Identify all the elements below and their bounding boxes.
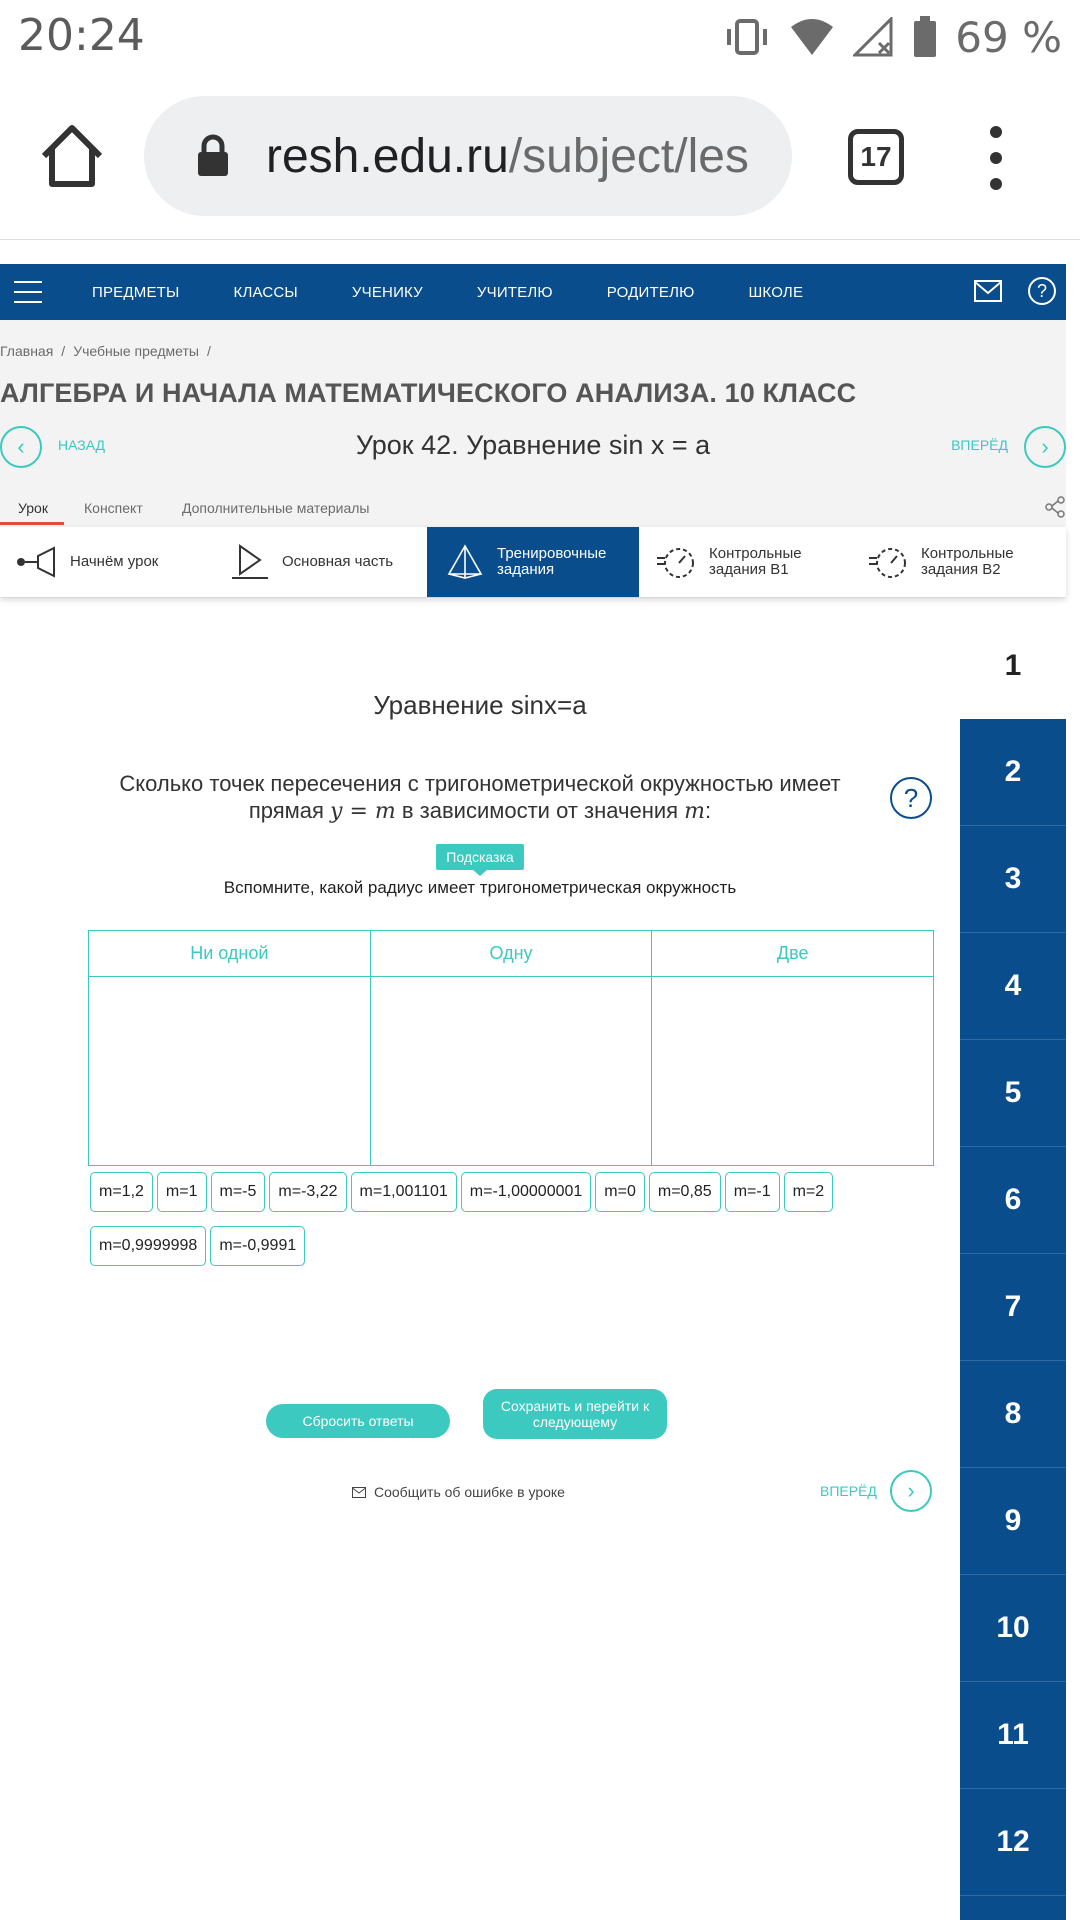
- pyramid-icon: [443, 544, 487, 580]
- status-time: 20:24: [18, 10, 145, 61]
- tab-extra-materials[interactable]: Дополнительные материалы: [182, 500, 370, 516]
- battery-percent: 69 %: [955, 12, 1062, 62]
- nav-item-teacher[interactable]: УЧИТЕЛЮ: [476, 283, 553, 301]
- bottom-forward-link[interactable]: ВПЕРЁД: [820, 1483, 877, 1499]
- pager-item[interactable]: 3: [960, 826, 1066, 933]
- pager-item[interactable]: 10: [960, 1575, 1066, 1682]
- save-next-button[interactable]: Сохранить и перейти к следующему: [483, 1389, 667, 1439]
- hamburger-menu-icon[interactable]: [14, 281, 42, 303]
- task-question: [90, 770, 870, 825]
- browser-toolbar: [0, 74, 1080, 240]
- help-icon[interactable]: ?: [1028, 277, 1056, 305]
- breadcrumb-separator: /: [61, 343, 66, 359]
- play-icon: [228, 544, 272, 580]
- answer-column-two[interactable]: [652, 931, 933, 1165]
- pager-item-current[interactable]: 1: [960, 612, 1066, 719]
- breadcrumb-home[interactable]: Главная: [0, 343, 54, 359]
- hint-badge[interactable]: Подсказка: [436, 844, 524, 870]
- back-link[interactable]: НАЗАД: [58, 437, 106, 453]
- breadcrumb-separator: /: [206, 343, 211, 359]
- active-tab-underline: [0, 522, 64, 525]
- lesson-title: Урок 42. Уравнение sin x = a: [355, 430, 711, 460]
- address-bar[interactable]: [144, 96, 792, 216]
- browser-menu-icon[interactable]: [984, 126, 1008, 190]
- timer-icon: [655, 544, 699, 580]
- wifi-icon: [789, 17, 835, 57]
- question-text: в зависимости от значения: [395, 798, 685, 823]
- step-start-lesson[interactable]: [0, 527, 212, 597]
- lesson-steps: [0, 527, 1066, 597]
- status-icons: [723, 12, 1062, 62]
- report-error-link[interactable]: [352, 1484, 565, 1500]
- status-bar: [0, 0, 1080, 74]
- step-label: Контрольные задания В2: [921, 545, 1014, 578]
- home-icon[interactable]: [38, 124, 106, 188]
- step-label: Тренировочные задания: [497, 545, 607, 578]
- answer-chips: [90, 1172, 940, 1280]
- column-header: Две: [652, 931, 933, 977]
- reset-answers-button[interactable]: Сбросить ответы: [266, 1404, 450, 1438]
- tab-lesson[interactable]: Урок: [18, 500, 48, 516]
- share-icon[interactable]: [1044, 496, 1066, 518]
- lesson-nav-row: [0, 424, 1066, 470]
- forward-link[interactable]: ВПЕРЁД: [951, 437, 1008, 453]
- pager-item[interactable]: 8: [960, 1361, 1066, 1468]
- column-header: Одну: [371, 931, 652, 977]
- step-control-b2[interactable]: [851, 527, 1066, 597]
- nav-item-student[interactable]: УЧЕНИКУ: [351, 283, 423, 301]
- nav-items: [92, 264, 857, 320]
- question-text: Сколько точек пересечения с тригонометрической окружностью имеет прямая: [119, 771, 841, 823]
- tab-summary[interactable]: Конспект: [84, 500, 143, 516]
- math-expression: y = m: [330, 799, 396, 824]
- envelope-icon: [352, 1487, 366, 1498]
- tab-switcher-button[interactable]: 17: [848, 129, 904, 185]
- answer-chip[interactable]: m=1,2: [90, 1172, 153, 1212]
- breadcrumb: [0, 343, 211, 359]
- question-help-icon[interactable]: ?: [890, 777, 932, 819]
- report-error-label: Сообщить об ошибке в уроке: [374, 1484, 565, 1500]
- vibrate-icon: [723, 17, 771, 57]
- url-path: /subject/les: [508, 129, 749, 183]
- answer-chip[interactable]: m=0,9999998: [90, 1226, 206, 1266]
- answer-chip[interactable]: m=0,85: [649, 1172, 721, 1212]
- hint-text: Вспомните, какой радиус имеет тригонометрическая окружность: [223, 878, 737, 897]
- breadcrumb-subjects[interactable]: Учебные предметы: [73, 343, 199, 359]
- answer-chip[interactable]: m=-3,22: [269, 1172, 346, 1212]
- pager-item[interactable]: 11: [960, 1682, 1066, 1789]
- answer-chip[interactable]: m=2: [784, 1172, 834, 1212]
- step-training-tasks[interactable]: [427, 527, 639, 597]
- subject-title: АЛГЕБРА И НАЧАЛА МАТЕМАТИЧЕСКОГО АНАЛИЗА. 10 КЛАСС: [0, 378, 857, 408]
- url-text: [266, 129, 749, 184]
- forward-arrow-icon[interactable]: ›: [1024, 426, 1066, 468]
- mail-icon[interactable]: [974, 280, 1002, 302]
- answer-chip[interactable]: m=1,001101: [351, 1172, 457, 1212]
- pager-item[interactable]: 5: [960, 1040, 1066, 1147]
- math-expression: m: [684, 799, 706, 824]
- step-control-b1[interactable]: [639, 527, 851, 597]
- question-text: :: [705, 798, 712, 823]
- task-title: Уравнение sinx=a: [373, 690, 587, 720]
- signal-icon: [853, 17, 895, 57]
- answer-chip[interactable]: m=-1: [725, 1172, 780, 1212]
- answer-chip[interactable]: m=-1,00000001: [461, 1172, 592, 1212]
- answer-chip[interactable]: m=1: [157, 1172, 207, 1212]
- nav-item-parent[interactable]: РОДИТЕЛЮ: [606, 283, 695, 301]
- answer-column-none[interactable]: [89, 931, 371, 1165]
- step-label: Контрольные задания В1: [709, 545, 802, 578]
- pager-item[interactable]: 6: [960, 1147, 1066, 1254]
- back-arrow-icon[interactable]: ‹: [0, 426, 42, 468]
- nav-item-subjects[interactable]: ПРЕДМЕТЫ: [92, 283, 180, 301]
- column-header: Ни одной: [89, 931, 370, 977]
- answer-table: [88, 930, 934, 1166]
- lesson-tabs: [0, 496, 1066, 526]
- site-nav: [0, 264, 1066, 320]
- step-label: Основная часть: [282, 553, 394, 570]
- nav-item-classes[interactable]: КЛАССЫ: [233, 283, 298, 301]
- pager-item[interactable]: 2: [960, 719, 1066, 826]
- step-main-part[interactable]: [212, 527, 427, 597]
- forward-arrow-icon[interactable]: ›: [890, 1470, 932, 1512]
- answer-chip[interactable]: m=0: [595, 1172, 645, 1212]
- battery-icon: [913, 16, 937, 58]
- pager-item[interactable]: 7: [960, 1254, 1066, 1361]
- pager-item[interactable]: 9: [960, 1468, 1066, 1575]
- nav-item-school[interactable]: ШКОЛЕ: [748, 283, 804, 301]
- url-host: resh.edu.ru: [266, 129, 509, 183]
- pager-item[interactable]: 12: [960, 1789, 1066, 1896]
- lock-icon: [196, 134, 230, 178]
- task-content: [0, 612, 960, 1920]
- answer-chip[interactable]: m=-0,9991: [210, 1226, 305, 1266]
- task-pager: [960, 612, 1066, 1920]
- megaphone-icon: [16, 544, 60, 580]
- pager-item[interactable]: 4: [960, 933, 1066, 1040]
- step-label: Начнём урок: [70, 553, 159, 570]
- answer-chip[interactable]: m=-5: [211, 1172, 266, 1212]
- answer-column-one[interactable]: [371, 931, 653, 1165]
- timer-icon: [867, 544, 911, 580]
